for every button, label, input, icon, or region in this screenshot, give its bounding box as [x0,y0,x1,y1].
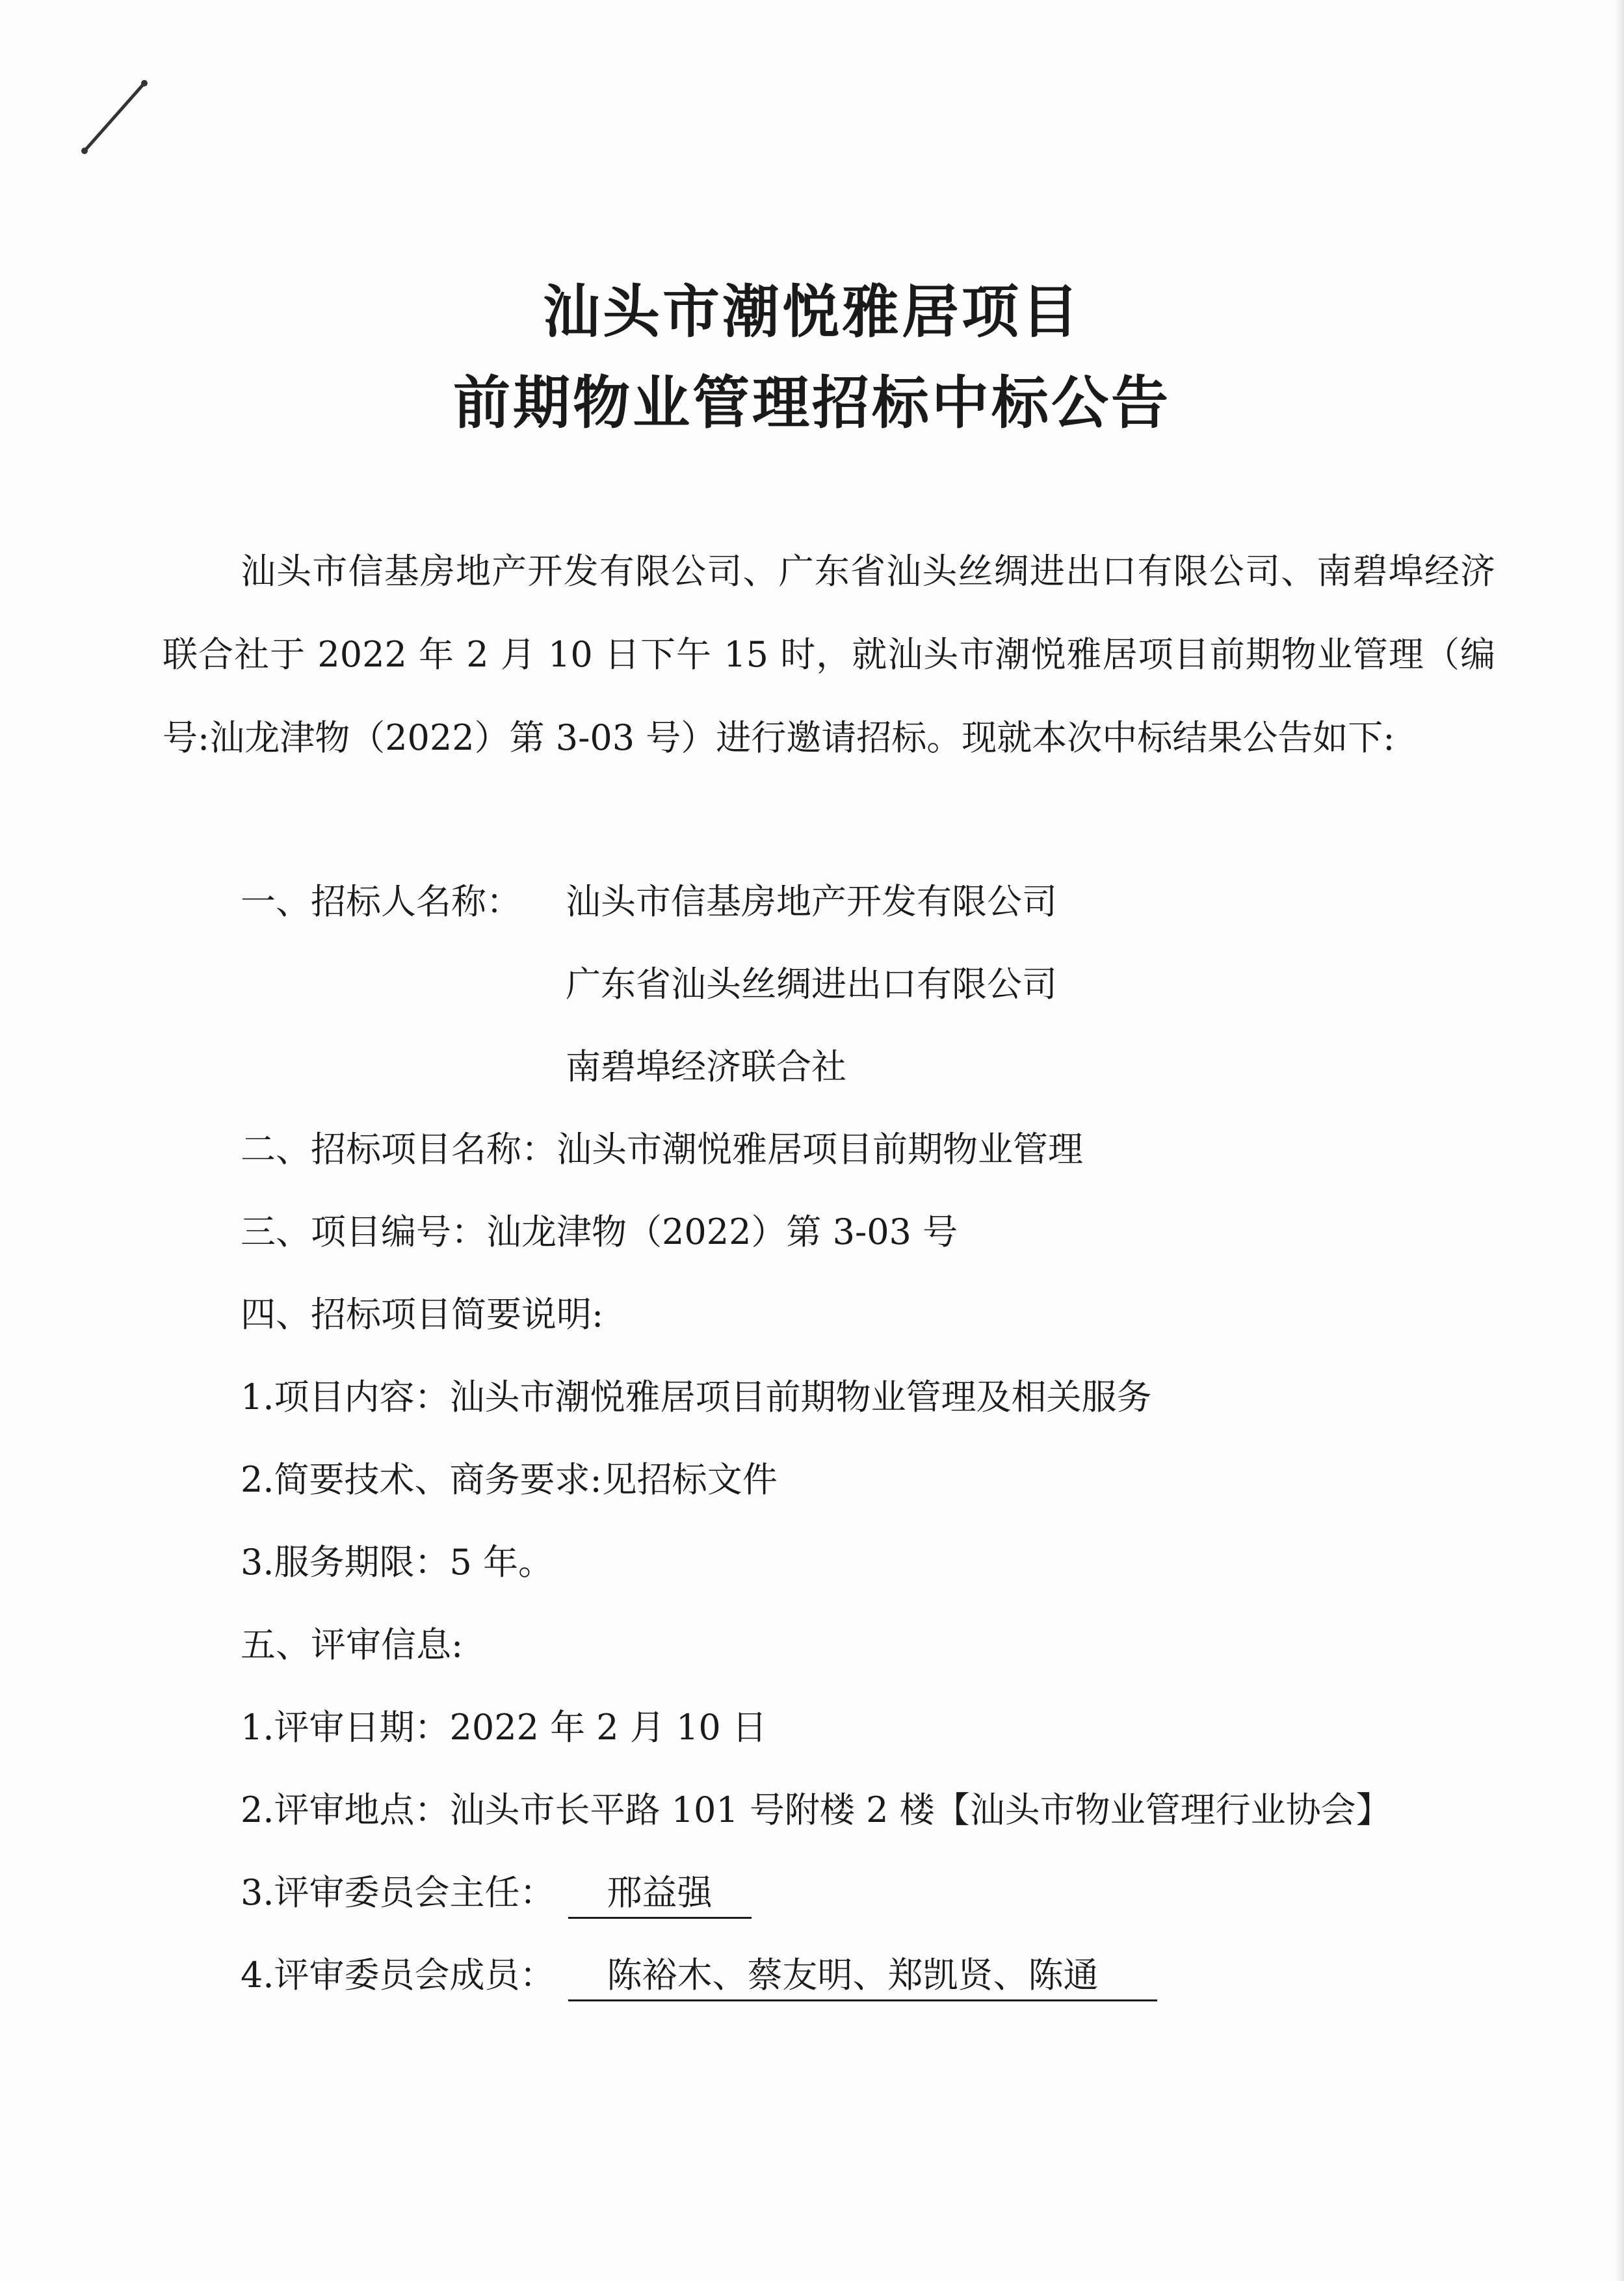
review-members-row [241,1955,1157,2001]
review-chair-label: 3.评审委员会主任： [241,1872,555,1913]
review-members-names: 陈裕木、蔡友明、郑凯贤、陈通 [568,1958,1157,2001]
section1-label: 一、招标人名称： [241,881,521,922]
tenderer-3: 南碧埠经济联合社 [566,1046,846,1087]
section3-project-number: 三、项目编号：汕龙津物（2022）第 3-03 号 [241,1211,958,1252]
tenderer-1: 汕头市信基房地产开发有限公司 [566,881,1057,922]
section5-heading: 五、评审信息: [241,1624,464,1665]
scan-edge-shadow [1615,0,1624,2281]
intro-paragraph [163,530,1495,780]
review-location: 2.评审地点：汕头市长平路 101 号附楼 2 楼【汕头市物业管理行业协会】 [241,1789,1391,1830]
intro-text: 汕头市信基房地产开发有限公司、广东省汕头丝绸进出口有限公司、南碧埠经济联合社于 2022 年 2 月 10 日下午 15 时，就汕头市潮悦雅居项目前期物业管理（编号:汕龙津物（2022）第 3-03 号）进行邀请招标。现就本次中标结果公告如下: [163,551,1495,758]
section4-item-requirements: 2.简要技术、商务要求:见招标文件 [241,1459,778,1500]
section4-item-period: 3.服务期限：5 年。 [241,1542,554,1583]
tenderer-2: 广东省汕头丝绸进出口有限公司 [566,964,1057,1005]
review-members-label: 4.评审委员会成员： [241,1955,555,1996]
title-line-2: 前期物业管理招标中标公告 [452,369,1171,436]
scan-stroke-mark [65,72,163,169]
review-chair-name: 邢益强 [568,1875,752,1919]
review-chair-row [241,1872,752,1919]
section4-item-content: 1.项目内容：汕头市潮悦雅居项目前期物业管理及相关服务 [241,1377,1152,1417]
section2-project-name: 二、招标项目名称：汕头市潮悦雅居项目前期物业管理 [241,1129,1083,1170]
title-line-1: 汕头市潮悦雅居项目 [542,278,1081,345]
section4-heading: 四、招标项目简要说明: [241,1294,604,1335]
review-date: 1.评审日期：2022 年 2 月 10 日 [241,1707,767,1748]
